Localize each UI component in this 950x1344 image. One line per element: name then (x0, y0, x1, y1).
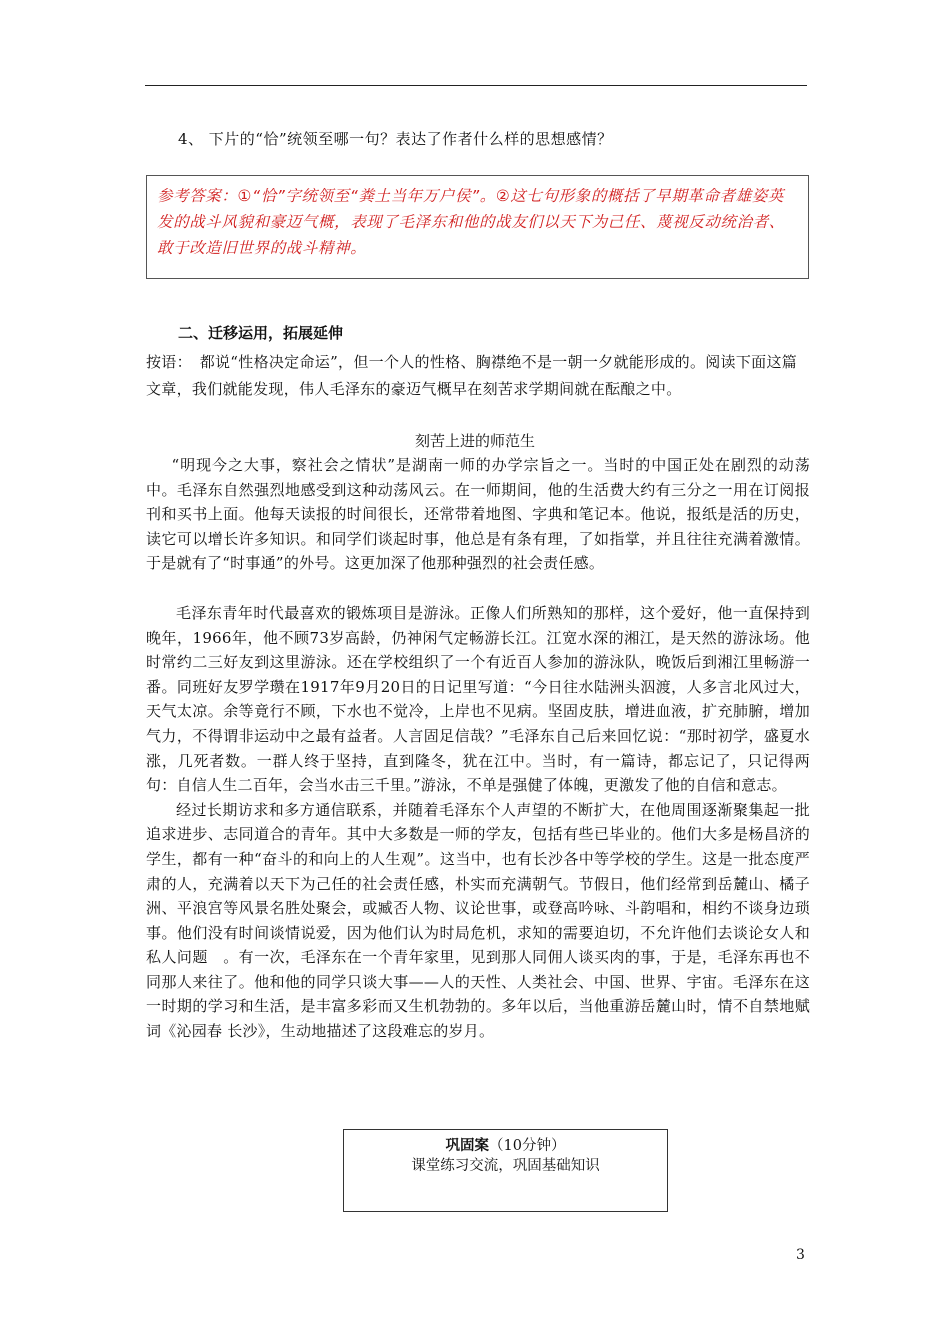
consolidate-title-label: 巩固案 (445, 1138, 490, 1154)
article-paragraph: 经过长期访求和多方通信联系，并随着毛泽东个人声望的不断扩大，在他周围逐渐聚集起一批追求进步、志同道合的青年。其中大多数是一师的学友，包括有些已毕业的。他们大多是杨昌济的学生，都有一种“奋斗的和向上的人生观”。这当中，也有长沙各中等学校的学生。这是一批态度严肃的人，充满着以天下为己任的社会责任感，朴实而充满朝气。节假日，他们经常到岳麓山、橘子洲、平浪宫等风景名胜处聚会，或臧否人物、议论世事，或登高吟咏、斗韵唱和，相约不谈身边琐事。他们没有时间谈情说爱，因为他们认为时局危机，求知的需要迫切，不允许他们去谈论女人和私人问题 。有一次，毛泽东在一个青年家里，见到那人同佣人谈买肉的事，于是，毛泽东再也不同那人来往了。他和他的同学只谈大事——人的天性、人类社会、中国、世界、宇宙。毛泽东在这一时期的学习和生活，是丰富多彩而又生机勃勃的。多年以后，当他重游岳麓山时，情不自禁地赋词《沁园春 长沙》，生动地描述了这段难忘的岁月。 (146, 800, 810, 1041)
section-heading: 二、迁移运用，拓展延伸 (178, 324, 344, 342)
answer-box (146, 175, 809, 279)
consolidate-box (343, 1129, 668, 1212)
header-rule (145, 85, 807, 86)
article-paragraph: 毛泽东青年时代最喜欢的锻炼项目是游泳。正像人们所熟知的那样，这个爱好，他一直保持到晚年，1966年，他不顾73岁高龄，仍神闲气定畅游长江。江宽水深的湘江，是天然的游泳场。他时常约二三好友到这里游泳。还在学校组织了一个有近百人参加的游泳队，晚饭后到湘江里畅游一番。同班好友罗学瓒在1917年9月20日的日记里写道：“今日往水陆洲头泅渡，人多言北风过大，天气太凉。余等竟行不顾，下水也不觉冷，上岸也不见病。坚固皮肤，增进血液，扩充肺腑，增加气力，不得谓非运动中之最有益者。人言固足信哉？”毛泽东自己后来回忆说：“那时初学，盛夏水涨，几死者数。一群人终于坚持，直到隆冬，犹在江中。当时，有一篇诗，都忘记了，只记得两句：自信人生二百年，会当水击三千里。”游泳，不单是强健了体魄，更激发了他的自信和意志。 (146, 603, 810, 795)
article-body (146, 453, 810, 1044)
consolidate-subtitle: 课堂练习交流，巩固基础知识 (411, 1158, 600, 1174)
article-paragraph: “明现今之大事，察社会之情状”是湖南一师的办学宗旨之一。当时的中国正处在剧烈的动荡中。毛泽东自然强烈地感受到这种动荡风云。在一师期间，他的生活费大约有三分之一用在订阅报刊和买书上面。他每天读报的时间很长，还常带着地图、字典和笔记本。他说，报纸是活的历史，读它可以增长许多知识。和同学们谈起时事，他总是有条有理，了如指掌，并且往往充满着激情。于是就有了“时事通”的外号。这更加深了他那种强烈的社会责任感。 (146, 456, 810, 573)
article-title: 刻苦上进的师范生 (414, 432, 535, 450)
reference-answer: 参考答案：①“恰”字统领至“粪土当年万户侯”。②这七句形象的概括了早期革命者雄姿英发的战斗风貌和豪迈气概，表现了毛泽东和他的战友们以天下为己任、蔑视反动统治者、敢于改造旧世界的战斗精神。 (157, 187, 785, 257)
consolidate-title-time: （10分钟） (489, 1138, 566, 1154)
question-4: 4、 下片的“恰”统领至哪一句？表达了作者什么样的思想感情？ (178, 130, 613, 148)
editor-note: 按语： 都说“性格决定命运”，但一个人的性格、胸襟绝不是一朝一夕就能形成的。阅读下面这篇文章，我们就能发现，伟人毛泽东的豪迈气概早在刻苦求学期间就在酝酿之中。 (146, 353, 798, 398)
page-number: 3 (796, 1247, 805, 1263)
consolidate-title (344, 1136, 667, 1156)
